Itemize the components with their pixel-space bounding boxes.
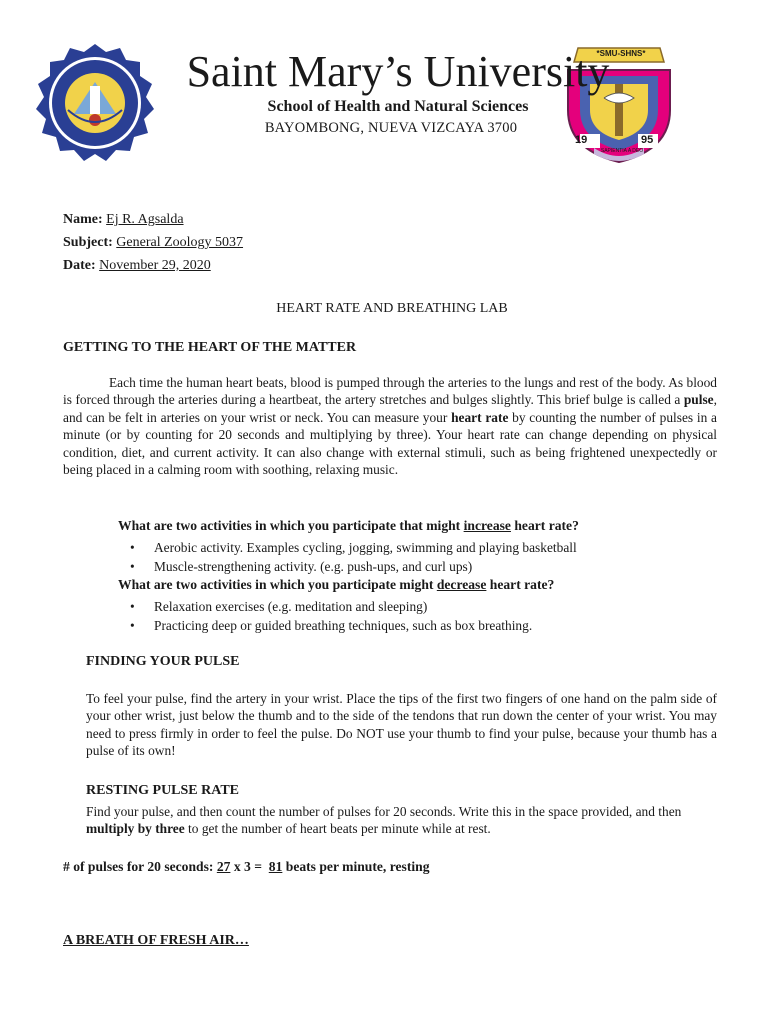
text-span: Each time the human heart beats, blood is pumped through the arteries to the lungs and rest of the body. As blood is forced through the arteries during a heartbeat, the artery stretches and bulges slightly. This brief bulge is called a (63, 375, 717, 408)
school-name: School of Health and Natural Sciences (267, 98, 529, 115)
answers-decrease-list (118, 597, 718, 635)
name-field (63, 212, 184, 228)
section-heading-breath: A BREATH OF FRESH AIR… (63, 933, 249, 948)
question-decrease (118, 577, 554, 593)
question-text: heart rate? (486, 577, 555, 592)
pulse-count: 27 (216, 859, 231, 874)
resting-instructions-paragraph (86, 803, 717, 838)
crest-banner-text: *SMU-SHNS* (596, 49, 646, 58)
text-span: by counting the number of pulses in a minute (or by counting for 20 seconds and multiplying by three). Your heart rate can change depending on physical condition, diet, and current activity. It can also change with external stimuli, such as being frightened unexpectedly or being placed in a calming room with soothing, relaxing music. (63, 409, 717, 478)
school-address: BAYOMBONG, NUEVA VIZCAYA 3700 (264, 120, 518, 136)
list-item: • Relaxation exercises (e.g. meditation and sleeping) (118, 597, 718, 616)
question-increase (118, 518, 579, 534)
text-span: , and can be felt in arteries on your wrist or neck. You can measure your (63, 392, 717, 425)
term-pulse: pulse (683, 392, 714, 408)
section-heading-resting: RESTING PULSE RATE (86, 783, 240, 798)
list-item: • Practicing deep or guided breathing techniques, such as box breathing. (118, 616, 718, 635)
crest-year-left: 19 (575, 134, 588, 146)
date-value: November 29, 2020 (99, 258, 211, 273)
section-heading-heart: GETTING TO THE HEART OF THE MATTER (63, 340, 357, 355)
text-span: Find your pulse, and then count the number of pulses for 20 seconds. Write this in the space provided, and then (86, 804, 682, 819)
crest-year-right: 95 (641, 134, 654, 146)
section-heading-pulse: FINDING YOUR PULSE (86, 654, 240, 669)
result-suffix: beats per minute, resting (282, 859, 430, 874)
term-heart-rate: heart rate (451, 409, 509, 425)
question-text: heart rate? (510, 518, 579, 533)
answers-increase-list (118, 538, 718, 576)
crest-motto: SAPIENTIA A DEO (600, 148, 644, 154)
text-span: to get the number of heart beats per minute while at rest. (184, 821, 491, 837)
name-value: Ej R. Agsalda (106, 212, 184, 227)
subject-label: Subject: (63, 235, 113, 250)
subject-value: General Zoology 5037 (116, 235, 244, 250)
question-keyword: decrease (436, 577, 487, 592)
document-title: HEART RATE AND BREATHING LAB (276, 301, 508, 316)
heart-intro-paragraph (63, 374, 717, 478)
date-label: Date: (63, 258, 96, 273)
term-multiply: multiply by three (86, 821, 185, 837)
name-label: Name: (63, 212, 103, 227)
question-keyword: increase (463, 518, 511, 533)
subject-field (63, 235, 243, 251)
list-item: • Aerobic activity. Examples cycling, jogging, swimming and playing basketball (118, 538, 718, 557)
date-field (63, 258, 211, 274)
result-multiplier: x 3 = (230, 859, 266, 874)
university-title: Saint Mary’s University (186, 47, 610, 96)
list-item: • Muscle-strengthening activity. (e.g. push-ups, and curl ups) (118, 557, 718, 576)
question-text: What are two activities in which you participate might (118, 577, 437, 592)
pulse-instructions-paragraph: To feel your pulse, find the artery in your wrist. Place the tips of the first two fingers of one hand on the palm side of your other wrist, just below the thumb and to the side of the tendons that run down the center of your wrist. You may need to press firmly in order to feel the pulse. Do NOT use your thumb to find your pulse, because your thumb has a pulse of its own! (86, 691, 717, 759)
resting-pulse-result (63, 859, 430, 875)
result-label: # of pulses for 20 seconds: (63, 859, 217, 874)
bpm-value: 81 (268, 859, 283, 874)
question-text: What are two activities in which you participate that might (118, 518, 464, 533)
